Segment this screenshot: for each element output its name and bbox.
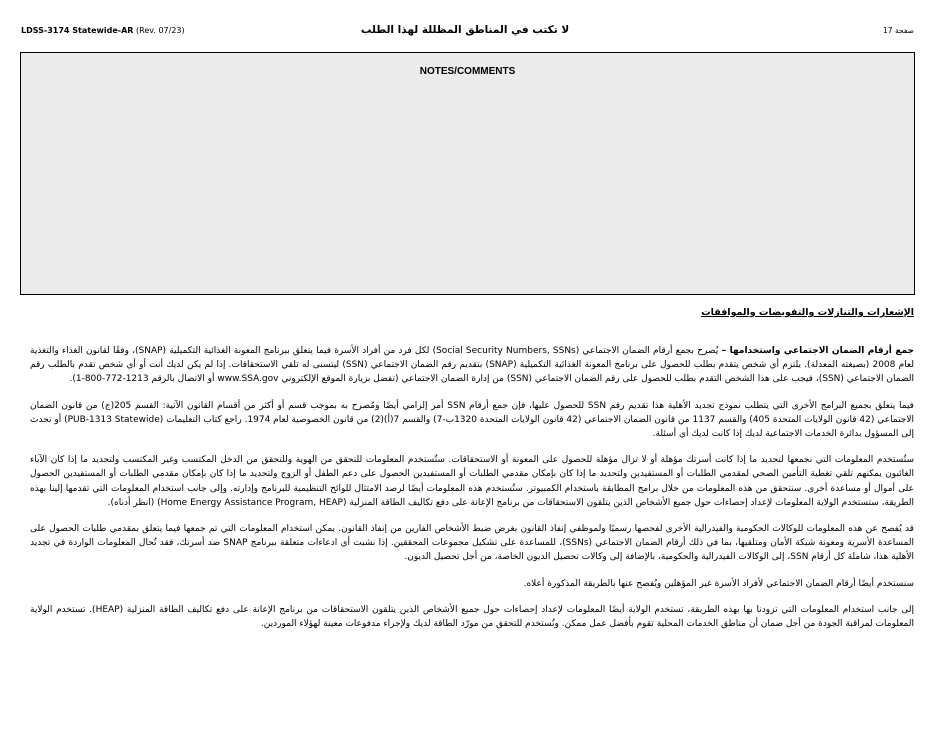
paragraph-heap-statistics [30, 603, 914, 631]
paragraph-disclosure [30, 522, 914, 565]
paragraph-text: إلى جانب استخدام المعلومات التي تزودنا بها بهذه الطريقة، تستخدم الولاية أيضًا المعلومات لإعداد إحصاءات حول جميع الأشخاص الذين يتلقون الاستحقاقات من برنامج الإعانة على دفع تكاليف الطاقة المنزلية (HEAP). تستخدم الولاية المعلومات لمراقبة الجودة من أجل ضمان أن مناطق الخدمات المحلية تقوم بأفضل عمل ممكن. وتُستخدم للتحقق من مورّد الطاقة لديك ولإجراء مدفوعات معينة لهؤلاء الموردين. [30, 604, 914, 630]
form-identifier [21, 26, 185, 35]
section-title: الإشعارات والتنازلات والتفويضات والموافقات [701, 307, 914, 318]
paragraph-lead: جمع أرقام الضمان الاجتماعي واستخدامها – [718, 346, 914, 356]
notes-comments-box[interactable] [20, 52, 915, 295]
shaded-area-instruction: لا تكتب في المناطق المظللة لهذا الطلب [360, 24, 570, 36]
paragraph-ssn-collection [30, 344, 914, 387]
page-number: صفحة 17 [883, 26, 914, 35]
paragraph-text: يُصرح بجمع أرقام الضمان الاجتماعي (Social Security Numbers, SSNs) لكل فرد من أفراد الأسرة فيما يتعلق ببرنامج المعونة الغذائية التكميلية (SNAP)، وفقًا لقانون الغذاء والتغذية لعام 2008 (بصيغته المعدلة). يلتزم أي شخص يتقدم بطلب للحصول على برنامج المعونة الغذائية التكميلية (SNAP) بتقديم رقم الضمان الاجتماعي (SSN) ليتسنى له تلقي الاستحقاقات. إذا لم يكن لديك أنت أو أي شخص تقدم بالطلب رقم الضمان الاجتماعي (SSN)، فيجب على هذا الشخص التقدم بطلب للحصول على رقم الضمان الاجتماعي (SSN) من إدارة الضمان الاجتماعي (تفضل بزيارة الموقع الإلكتروني www.SSA.gov أو الاتصال بالرقم 1213-772-800-1). [30, 346, 914, 385]
form-revision: (Rev. 07/23) [136, 26, 185, 35]
paragraph-text: ستُستخدم المعلومات التي نجمعها لتحديد ما إذا كانت أسرتك مؤهلة أو لا تزال مؤهلة للحصول على المعونة أو الاستحقاقات. ستُستخدم المعلومات للتحقق من الهوية وللتحقق من الدخل المكتسب وغير المكتسب ولتحديد ما إذا كان الآباء الغائبون يمكنهم تلقي تغطية التأمين الصحي لمقدمي الطلبات أو المستفيدين ولتحديد ما إذا كان بإمكان مقدمي الطلبات أو المستفيدين الحصول على دعم الطفل أو الزوج ولتحديد ما إذا كان بإمكان مقدمي الطلبات أو المستفيدين الحصول على أموال أو مساعدة أخرى. سنتحقق من هذه المعلومات من خلال برامج المطابقة باستخدام الكمبيوتر. ستُستخدم هذه المعلومات أيضًا لرصد الامتثال للوائح التنظيمية للبرنامج وإدارته. وإلى جانب استخدام المعلومات التي تقدمها إلينا بهذه الطريقة، ستستخدم الولاية المعلومات لإعداد إحصاءات حول جميع الأشخاص الذين يتلقون الاستحقاقات من برنامج الإعانة على دفع تكاليف الطاقة المنزلية (Home Energy Assistance Program, HEAP) (انظر أدناه). [30, 455, 914, 508]
paragraph-information-use [30, 453, 914, 510]
paragraph-ineligible-members [30, 577, 914, 591]
notices-section [30, 306, 914, 643]
form-id: LDSS-3174 Statewide-AR [21, 26, 134, 35]
paragraph-other-programs [30, 399, 914, 442]
notes-title: NOTES/COMMENTS [419, 66, 516, 77]
paragraph-text: سنستخدم أيضًا أرقام الضمان الاجتماعي لأفراد الأسرة غير المؤهلين ويُفصح عنها بالطريقة المذكورة أعلاه. [523, 578, 914, 589]
paragraph-text: فيما يتعلق بجميع البرامج الأخرى التي يتطلب نموذج تجديد الأهلية هذا تقديم رقم SSN للحصول عليها، فإن جمع أرقام SSN أمر إلزامي أيضًا ومُصرح به بموجب قسم أو أكثر من أقسام القانون الآتية: القسم 205(ج) من قانون الضمان الاجتماعي (42 قانون الولايات المتحدة 405) والقسم 1137 من قانون الضمان الاجتماعي (42 قانون الولايات المتحدة 1320ب-7) والقسم 7(أ)(2) من قانون الخصوصية لعام 1974. راجع كتاب التعليمات (PUB-1313 Statewide) أو تحدث إلى المسؤول بدائرة الخدمات الاجتماعية لديك إذا كانت لديك أي أسئلة. [30, 400, 914, 440]
paragraph-text: قد يُفصح عن هذه المعلومات للوكالات الحكومية والفيدرالية الأخرى لفحصها رسميًا ولموظفي إنفاذ القانون بغرض ضبط الأشخاص الفارين من إنفاذ القانون. يمكن استخدام المعلومات التي تم جمعها فيما يتعلق بمقدمي طلبات الحصول على المساعدة الأسرية ومعونة شبكة الأمان ومتلقيها، بما في ذلك أرقام الضمان الاجتماعي (SSNs)، للمساعدة على تشكيل مجموعات المحققين. إذا نشبت أي ادعاءات متعلقة ببرنامج SNAP ضد أسرتك، فقد تُحال المعلومات الواردة في تجديد الأهلية هذا، شاملة كل أرقام SSN، إلى الوكالات الفيدرالية والحكومية، بالإضافة إلى وكالات تحصيل الديون الخاصة، من أجل تحصيل الديون. [30, 524, 914, 563]
